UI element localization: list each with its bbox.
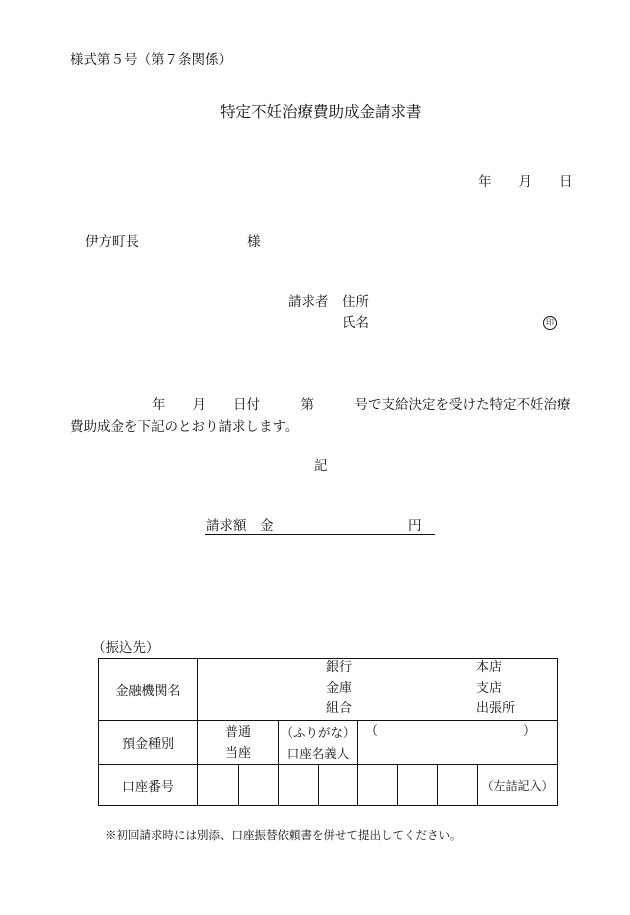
institution-type: 金庫: [326, 680, 353, 696]
deposit-type-label: 預金種別: [99, 721, 198, 764]
claim-amount-suffix: 円: [408, 518, 422, 534]
deposit-row: [99, 721, 557, 765]
transfer-heading: （振込先）: [92, 640, 160, 656]
claimant-label: 請求者: [288, 294, 329, 310]
account-holder-label-cell: [279, 721, 358, 764]
account-type-cell: [198, 721, 279, 764]
account-number-digit-cell: [398, 765, 438, 805]
form-number: 様式第５号（第７条関係）: [70, 52, 232, 68]
furigana-open-paren: （: [365, 724, 379, 739]
institution-label: 金融機関名: [99, 659, 198, 720]
account-number-digit-cell: [279, 765, 319, 805]
name-label: 氏名: [342, 315, 369, 331]
branch-type: 支店: [476, 680, 503, 696]
furigana-close-paren: ）: [523, 724, 537, 739]
body-text-line-1: 年 月 日付 第 号で支給決定を受けた特定不妊治療: [152, 397, 571, 413]
account-number-digit-cell: [319, 765, 358, 805]
addressee-honorific: 様: [247, 234, 261, 250]
institution-row: [99, 659, 557, 721]
document-title: 特定不妊治療費助成金請求書: [220, 103, 422, 121]
claim-amount-prefix: 金: [260, 518, 274, 534]
date-line: 年 月 日: [478, 174, 573, 190]
branch-type: 出張所: [476, 701, 516, 716]
account-number-row: [99, 765, 557, 805]
institution-type: 組合: [326, 701, 353, 716]
account-number-label: 口座番号: [99, 765, 198, 805]
account-holder-value-cell: [358, 721, 557, 764]
record-heading: 記: [314, 458, 328, 474]
account-number-digit-cell: [438, 765, 478, 805]
account-number-digit-cell: [239, 765, 279, 805]
footnote: ※初回請求時には別添、口座振替依頼書を併せて提出してください。: [105, 828, 462, 842]
furigana-label: （ふりがな）: [280, 724, 356, 740]
institution-type-list: [326, 658, 352, 720]
account-type-option: 普通: [224, 724, 251, 740]
seal-mark: 印: [543, 316, 557, 330]
addressee-name: 伊方町長: [85, 234, 139, 250]
account-type-option: 当座: [224, 745, 251, 761]
institution-value-cell: [198, 659, 557, 720]
branch-type: 本店: [476, 660, 503, 675]
account-holder-label: 口座名義人: [286, 745, 350, 761]
account-number-note: （左詰記入）: [481, 778, 554, 793]
body-text-line-2: 費助成金を下記のとおり請求します。: [70, 419, 299, 435]
claim-amount-label: 請求額: [206, 518, 247, 534]
address-label: 住所: [342, 294, 369, 310]
institution-type: 銀行: [326, 660, 353, 675]
account-number-digit-cell: [198, 765, 239, 805]
bank-transfer-table: [98, 658, 558, 806]
account-number-digit-cell: [358, 765, 398, 805]
branch-type-list: [476, 658, 515, 720]
claim-amount-line: [205, 519, 435, 535]
